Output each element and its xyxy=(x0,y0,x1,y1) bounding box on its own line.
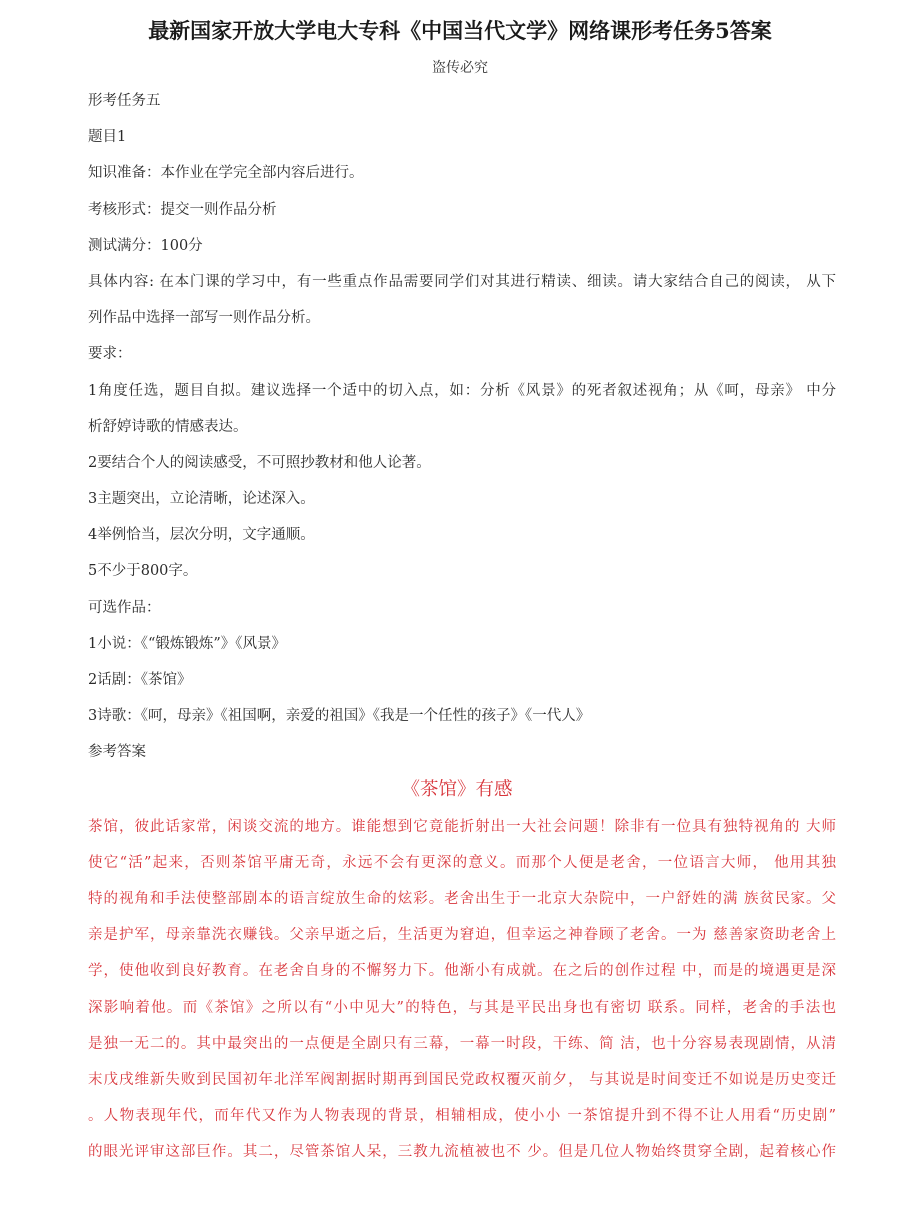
requirement-line: 1角度任选，题目自拟。建议选择一个适中的切入点，如：分析《风景》的死者叙述视角；从《呵，母亲》 中分 xyxy=(88,382,836,399)
work-item: 1小说：《“锻炼锻炼”》《风景》 xyxy=(88,635,287,652)
document-title: 最新国家开放大学电大专科《中国当代文学》网络课形考任务5答案 xyxy=(148,18,772,43)
full-score-text: 测试满分：100分 xyxy=(88,237,203,254)
requirement-line: 5不少于800字。 xyxy=(88,563,198,580)
answer-line: 学，使他收到良好教育。在老舍自身的不懈努力下。他渐小有成就。在之后的创作过程 中，而是的境遇更是深 xyxy=(88,963,836,980)
answer-label: 参考答案 xyxy=(88,744,146,761)
requirement-line: 4举例恰当，层次分明，文字通顺。 xyxy=(88,527,315,544)
requirement-line: 2要结合个人的阅读感受，不可照抄教材和他人论著。 xyxy=(88,454,431,471)
document-body xyxy=(88,83,836,1170)
answer-line: 特的视角和手法使整部剧本的语言绽放生命的炫彩。老舍出生于一北京大杂院中，一户舒姓的满 族贫民家。父 xyxy=(88,890,836,907)
answer-line: 使它“活”起来，否则茶馆平庸无奇，永远不会有更深的意义。而那个人便是老舍，一位语言大师， 他用其独 xyxy=(88,854,836,871)
requirements-label: 要求： xyxy=(88,346,132,363)
answer-line: 。人物表现年代，而年代又作为人物表现的背景，相辅相成，使小小 一茶馆提升到不得不让人用看“历史剧” xyxy=(88,1108,836,1125)
preparation-text: 知识准备：本作业在学完全部内容后进行。 xyxy=(88,165,364,182)
answer-line: 亲是护军，母亲靠洗衣赚钱。父亲早逝之后，生活更为窘迫，但幸运之神眷顾了老舍。一为 慈善家资助老舍上 xyxy=(88,927,836,944)
requirement-line: 析舒婷诗歌的情感表达。 xyxy=(88,418,248,435)
work-item: 3诗歌：《呵，母亲》《祖国啊，亲爱的祖国》《我是一个任性的孩子》《一代人》 xyxy=(88,708,591,725)
work-item: 2话剧：《茶馆》 xyxy=(88,672,192,688)
answer-line: 末戊戌维新失败到民国初年北洋军阀割据时期再到国民党政权覆灭前夕， 与其说是时间变迁不如说是历史变迁 xyxy=(88,1071,836,1088)
answer-line: 茶馆，彼此话家常，闲谈交流的地方。谁能想到它竟能折射出一大社会问题！除非有一位具有独特视角的 大师 xyxy=(88,818,836,835)
content-line: 列作品中选择一部写一则作品分析。 xyxy=(88,310,320,327)
assessment-form-text: 考核形式：提交一则作品分析 xyxy=(88,201,277,218)
answer-line: 是独一无二的。其中最突出的一点便是全剧只有三幕，一幕一时段，干练、简 洁，也十分容易表现剧情，从清 xyxy=(88,1035,836,1052)
copyright-notice: 盗传必究 xyxy=(432,60,488,76)
answer-line: 深影响着他。而《茶馆》之所以有“小中见大”的特色，与其是平民出身也有密切 联系。同样，老舍的手法也 xyxy=(88,999,836,1016)
requirement-line: 3主题突出，立论清晰，论述深入。 xyxy=(88,491,315,508)
question-label: 题目1 xyxy=(88,129,127,146)
answer-title: 《茶馆》有感 xyxy=(401,778,513,800)
task-heading: 形考任务五 xyxy=(88,93,161,109)
works-label: 可选作品： xyxy=(88,599,161,616)
content-line: 具体内容: 在本门课的学习中，有一些重点作品需要同学们对其进行精读、细读。请大家结合自己的阅读， 从下 xyxy=(88,273,836,290)
answer-line: 的眼光评审这部巨作。其二，尽管茶馆人呆，三教九流植被也不 少。但是几位人物始终贯穿全剧，起着核心作 xyxy=(88,1144,836,1161)
